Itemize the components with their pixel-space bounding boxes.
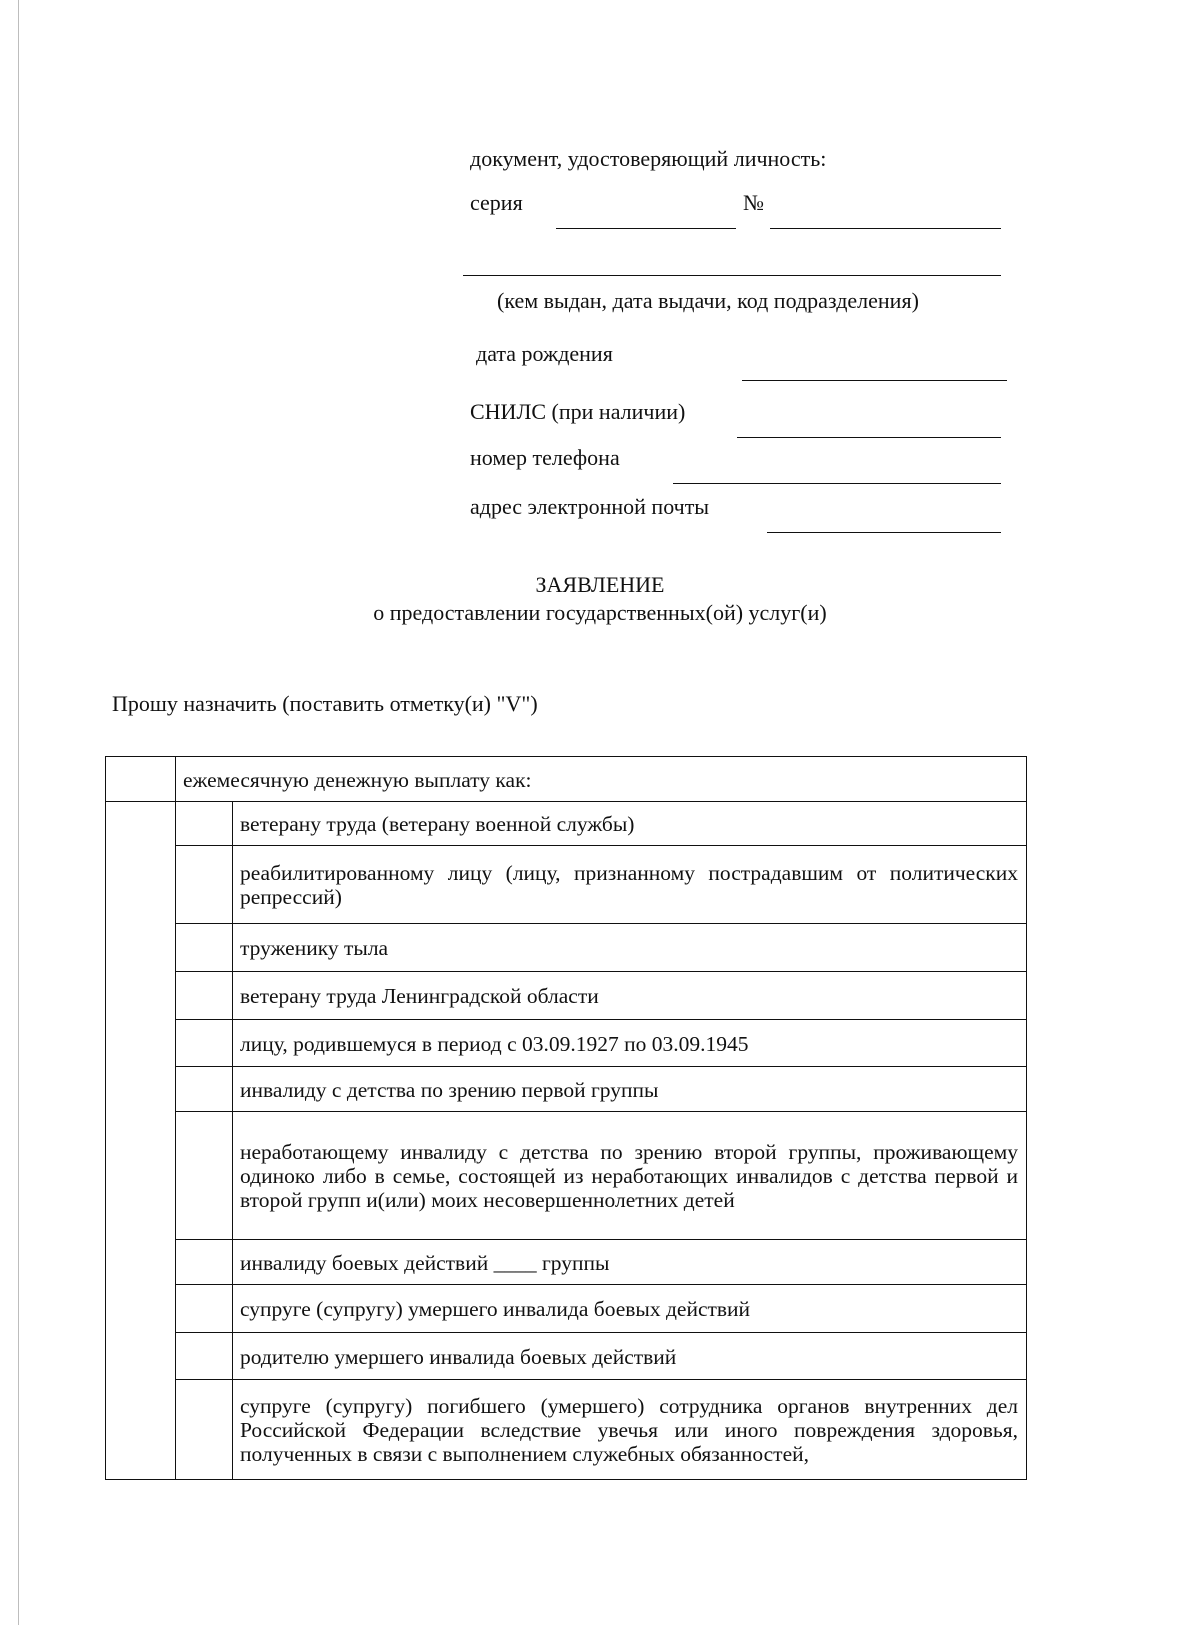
- option-checkbox-cell[interactable]: [176, 1112, 233, 1240]
- option-label: инвалиду боевых действий ____ группы: [233, 1240, 1027, 1285]
- email-field[interactable]: [767, 532, 1001, 533]
- birth-date-label: дата рождения: [476, 341, 613, 366]
- number-label: №: [743, 190, 764, 215]
- option-label: неработающему инвалиду с детства по зрению второй группы, проживающему одиноко либо в семье, состоящей из неработающих инвалидов с детства первой и второй групп и(или) моих несовершеннолетних детей: [233, 1112, 1027, 1240]
- option-label: лицу, родившемуся в период с 03.09.1927 по 03.09.1945: [233, 1020, 1027, 1067]
- option-label: инвалиду с детства по зрению первой группы: [233, 1067, 1027, 1112]
- series-label: серия: [470, 190, 523, 215]
- id-document-label: документ, удостоверяющий личность:: [470, 146, 827, 171]
- number-field[interactable]: [770, 228, 1001, 229]
- table-row: [106, 1240, 1027, 1285]
- issued-by-caption: (кем выдан, дата выдачи, код подразделения): [497, 288, 919, 313]
- option-checkbox-cell[interactable]: [176, 1380, 233, 1480]
- option-label: родителю умершего инвалида боевых действий: [233, 1333, 1027, 1380]
- option-checkbox-cell[interactable]: [176, 846, 233, 924]
- option-label: ветерану труда Ленинградской области: [233, 972, 1027, 1020]
- section-checkbox-cell[interactable]: [106, 757, 176, 802]
- email-label: адрес электронной почты: [470, 494, 710, 519]
- snils-field[interactable]: [737, 437, 1001, 438]
- option-checkbox-cell[interactable]: [176, 1067, 233, 1112]
- birth-date-field[interactable]: [742, 380, 1007, 381]
- scan-edge-line: [18, 0, 19, 1625]
- table-row: [106, 972, 1027, 1020]
- table-row: [106, 1333, 1027, 1380]
- issued-by-field[interactable]: [463, 275, 1001, 276]
- benefit-options-table: [105, 756, 1027, 1480]
- table-row: [106, 1285, 1027, 1333]
- option-checkbox-cell[interactable]: [176, 1333, 233, 1380]
- document-heading: ЗАЯВЛЕНИЕ: [535, 572, 665, 597]
- table-row: [106, 1380, 1027, 1480]
- option-label: реабилитированному лицу (лицу, признанному пострадавшим от политических репрессий): [233, 846, 1027, 924]
- document-subheading: о предоставлении государственных(ой) услуг(и): [373, 600, 827, 625]
- option-checkbox-cell[interactable]: [176, 802, 233, 846]
- table-row: [106, 846, 1027, 924]
- option-checkbox-cell[interactable]: [176, 972, 233, 1020]
- table-row: [106, 924, 1027, 972]
- option-checkbox-cell[interactable]: [176, 1240, 233, 1285]
- series-field[interactable]: [556, 228, 736, 229]
- section-label: ежемесячную денежную выплату как:: [176, 757, 1027, 802]
- phone-field[interactable]: [673, 483, 1001, 484]
- table-row: [106, 1067, 1027, 1112]
- option-label: супруге (супругу) погибшего (умершего) сотрудника органов внутренних дел Российской Федерации вследствие увечья или иного повреждения здоровья, полученных в связи с выполнением служебных обязанностей,: [233, 1380, 1027, 1480]
- option-checkbox-cell[interactable]: [176, 924, 233, 972]
- instruction-text: Прошу назначить (поставить отметку(и) "V"): [112, 691, 538, 716]
- phone-label: номер телефона: [470, 445, 620, 470]
- section-indent-cell: [106, 802, 176, 1480]
- table-row: [106, 802, 1027, 846]
- table-row: [106, 1112, 1027, 1240]
- option-checkbox-cell[interactable]: [176, 1285, 233, 1333]
- option-label: супруге (супругу) умершего инвалида боевых действий: [233, 1285, 1027, 1333]
- option-checkbox-cell[interactable]: [176, 1020, 233, 1067]
- table-section-row: [106, 757, 1027, 802]
- table-row: [106, 1020, 1027, 1067]
- option-label: ветерану труда (ветерану военной службы): [233, 802, 1027, 846]
- snils-label: СНИЛС (при наличии): [470, 399, 686, 424]
- option-label: труженику тыла: [233, 924, 1027, 972]
